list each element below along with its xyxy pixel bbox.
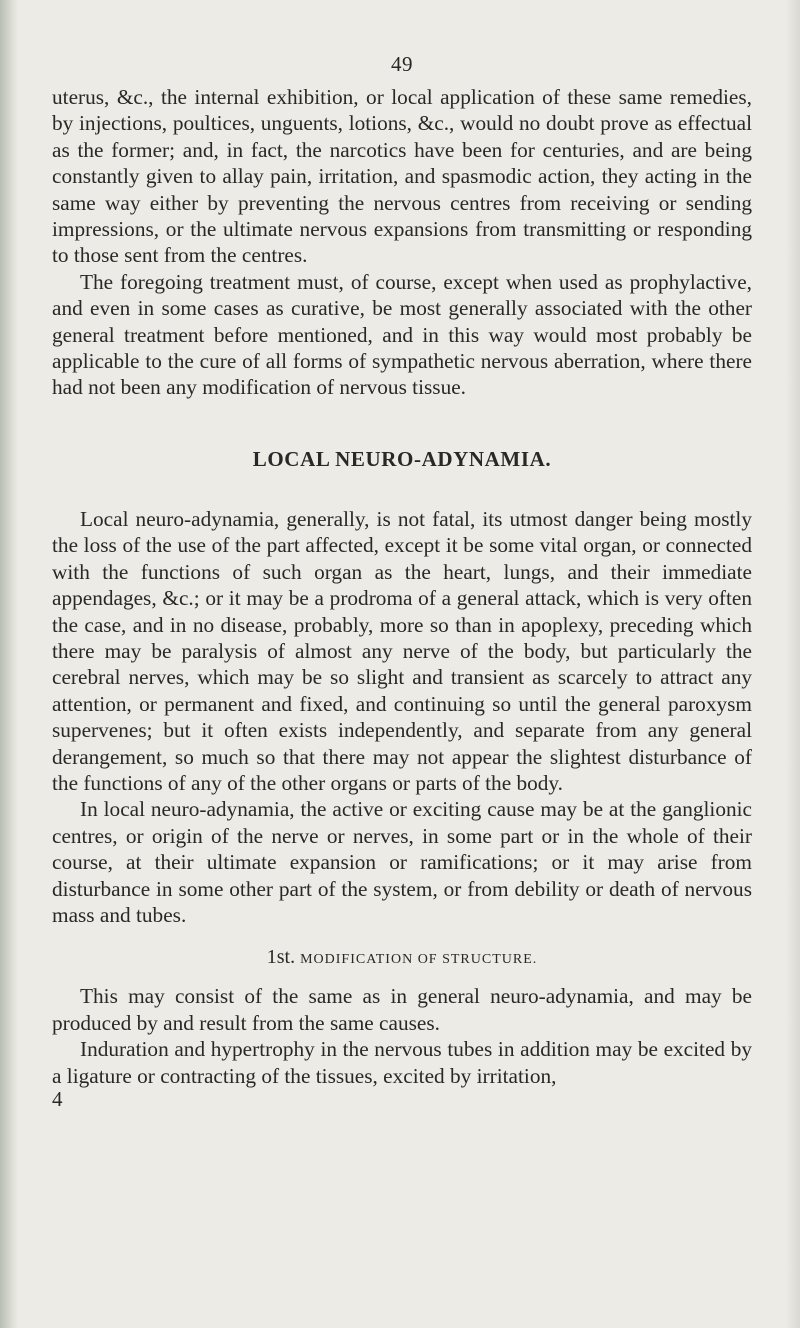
paragraph-foregoing-treatment: The foregoing treatment must, of course, except when used as prophylactive, and even in some cases as curative, be most generally associated with the other general treatment before mentioned, and in this way would most probably be applicable to the cure of all forms of sympathetic nervous aberration, where there had not been any modification of nervous tissue. [52, 269, 752, 400]
paragraph-modification: This may consist of the same as in general neuro-adynamia, and may be produced by and result from the same causes. [52, 984, 752, 1035]
page-gutter-shadow [0, 0, 18, 1328]
paragraph-continued: uterus, &c., the internal exhibition, or local application of these same remedies, by injections, poultices, unguents, lotions, &c., would no doubt prove as effectual as the former; and, in fact, the narcotics have been for centuries, and are being constantly given to allay pain, irritation, and spasmodic action, they acting in the same way either by preventing the nervous centres from receiving or sending impressions, or the ultimate nervous expansions from transmitting or responding to those sent from the centres. [52, 85, 752, 268]
paragraph-induration: Induration and hypertrophy in the nervous tubes in addition may be excited by a ligature or contracting of the tissues, excited by irritation, [52, 1037, 752, 1088]
section-heading: LOCAL NEURO-ADYNAMIA. [252, 446, 552, 471]
book-page [52, 0, 752, 1328]
page-edge-shadow [786, 0, 800, 1328]
signature-mark: 4 [52, 1087, 63, 1111]
page-number: 49 [391, 52, 413, 76]
page-body [52, 84, 752, 1089]
paragraph-local-neuro-adynamia: Local neuro-adynamia, generally, is not fatal, its utmost danger being mostly the loss of the use of the part affected, except it be some vital organ, or connected with the functions of such organ as the heart, lungs, and their immediate appendages, &c.; or it may be a prodroma of a general attack, which is very often the case, and in no disease, probably, more so than in apoplexy, preceding which there may be paralysis of almost any nerve of the body, but particularly the cerebral nerves, which may be so slight and transient as scarcely to attract any attention, or permanent and fixed, and continuing so until the general paroxysm supervenes; but it often exists independently, and separate from any general derangement, so much so that there may not appear the slightest disturbance of the functions of any of the other organs or parts of the body. [52, 506, 752, 795]
paragraph-exciting-cause: In local neuro-adynamia, the active or exciting cause may be at the ganglionic centres, or origin of the nerve or nerves, in some part or in the whole of their course, at their ultimate expansion or ramifications; or it may arise from disturbance in some other part of the system, or from debility or death of nervous mass and tubes. [52, 797, 752, 927]
subsection-heading [52, 944, 752, 973]
subsection-number: 1st. [266, 946, 296, 969]
subsection-title: MODIFICATION OF STRUCTURE. [300, 952, 538, 968]
